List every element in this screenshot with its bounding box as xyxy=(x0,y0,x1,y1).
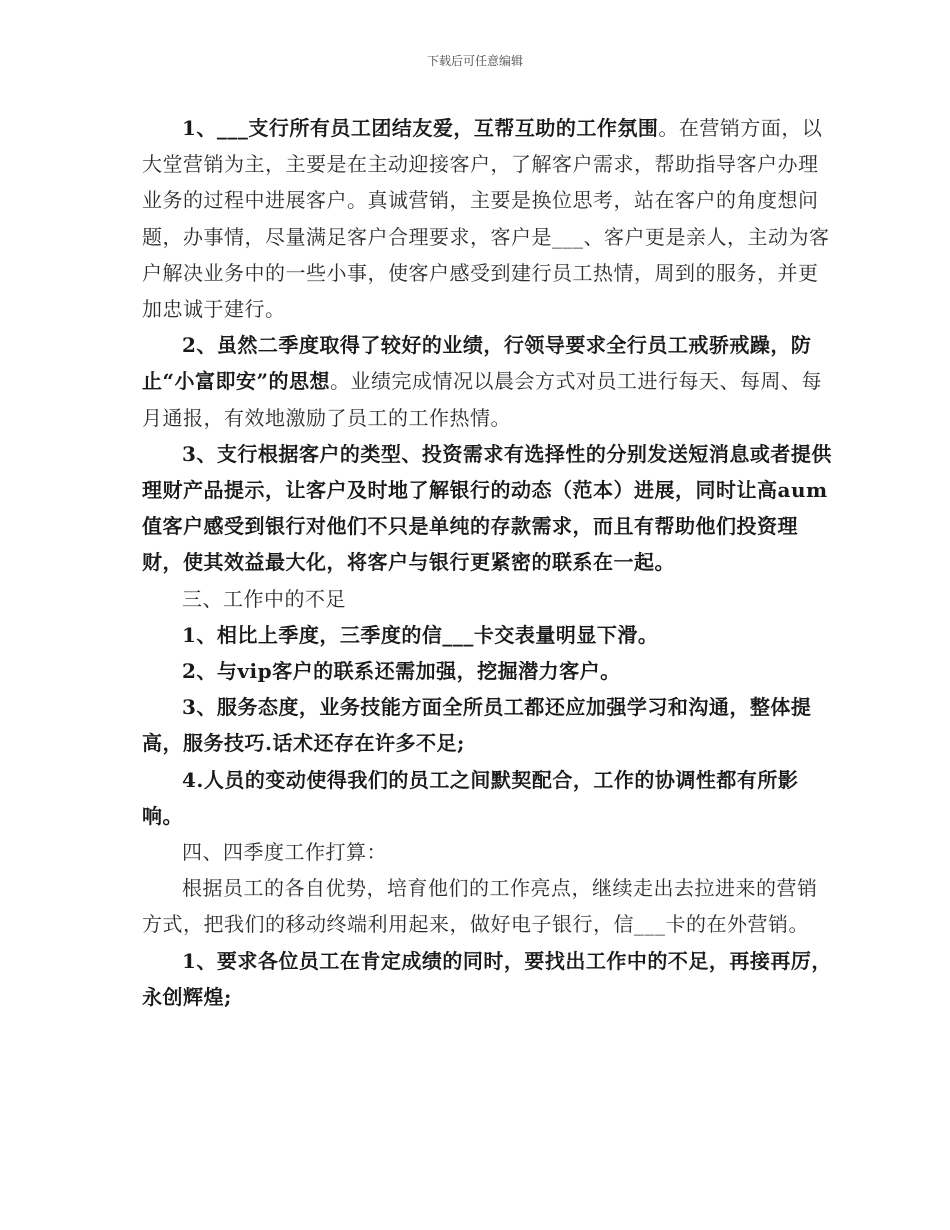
paragraph-2-bold: 2、虽然二季度取得了较好的业绩，行领导要求全行员工戒骄戒躁，防止“小富即安”的思想 xyxy=(142,333,812,394)
shortcoming-1-bold: 1、相比上季度，三季度的信___卡交表量明显下滑。 xyxy=(182,622,659,647)
section-heading-shortcomings xyxy=(142,581,832,617)
shortcoming-3 xyxy=(142,689,832,761)
section-heading-q4-plan xyxy=(142,834,832,870)
paragraph-3 xyxy=(142,436,832,581)
shortcoming-3-bold: 3、服务态度，业务技能方面全所员工都还应加强学习和沟通，整体提高，服务技巧.话术还存在许多不足; xyxy=(142,695,812,756)
paragraph-1 xyxy=(142,110,832,327)
paragraph-3-bold: 3、支行根据客户的类型、投资需求有选择性的分别发送短消息或者提供理财产品提示，让客户及时地了解银行的动态（范本）进展，同时让高aum值客户感受到银行对他们不只是单纯的存款需求，而且有帮助他们投资理财，使其效益最大化，将客户与银行更紧密的联系在一起。 xyxy=(142,441,832,575)
q4-plan-intro-text: 根据员工的各自优势，培育他们的工作亮点，继续走出去拉进来的营销方式，把我们的移动终端利用起来，做好电子银行，信___卡的在外营销。 xyxy=(142,876,818,937)
q4-plan-item-1 xyxy=(142,943,832,1015)
shortcoming-4-bold: 4.人员的变动使得我们的员工之间默契配合，工作的协调性都有所影响。 xyxy=(142,767,799,828)
shortcoming-2 xyxy=(142,653,832,689)
q4-plan-intro xyxy=(142,870,832,942)
paragraph-1-bold: 1、___支行所有员工团结友爱，互帮互助的工作氛围 xyxy=(182,116,659,140)
section-4-heading: 四、四季度工作打算： xyxy=(182,840,387,865)
section-3-heading: 三、工作中的不足 xyxy=(182,586,346,611)
shortcoming-1 xyxy=(142,617,832,653)
page-header: 下载后可任意编辑 xyxy=(426,54,523,68)
q4-plan-item-1-bold: 1、要求各位员工在肯定成绩的同时，要找出工作中的不足，再接再厉，永创辉煌; xyxy=(142,948,832,1009)
shortcoming-4 xyxy=(142,762,832,834)
document-body xyxy=(142,110,832,1015)
paragraph-2-text: 。业绩完成情况以晨会方式对员工进行每天、每周、每月通报，有效地激励了员工的工作热情。 xyxy=(142,369,823,430)
paragraph-2 xyxy=(142,327,832,436)
paragraph-1-text: 。在营销方面，以大堂营销为主，主要是在主动迎接客户，了解客户需求，帮助指导客户办理业务的过程中进展客户。真诚营销，主要是换位思考，站在客户的角度想问题，办事情，尽量满足客户合理要求，客户是___、客户更是亲人，主动为客户解决业务中的一些小事，使客户感受到建行员工热情，周到的服务，并更加忠诚于建行。 xyxy=(142,116,830,322)
shortcoming-2-bold: 2、与vip客户的联系还需加强，挖掘潜力客户。 xyxy=(182,659,621,684)
